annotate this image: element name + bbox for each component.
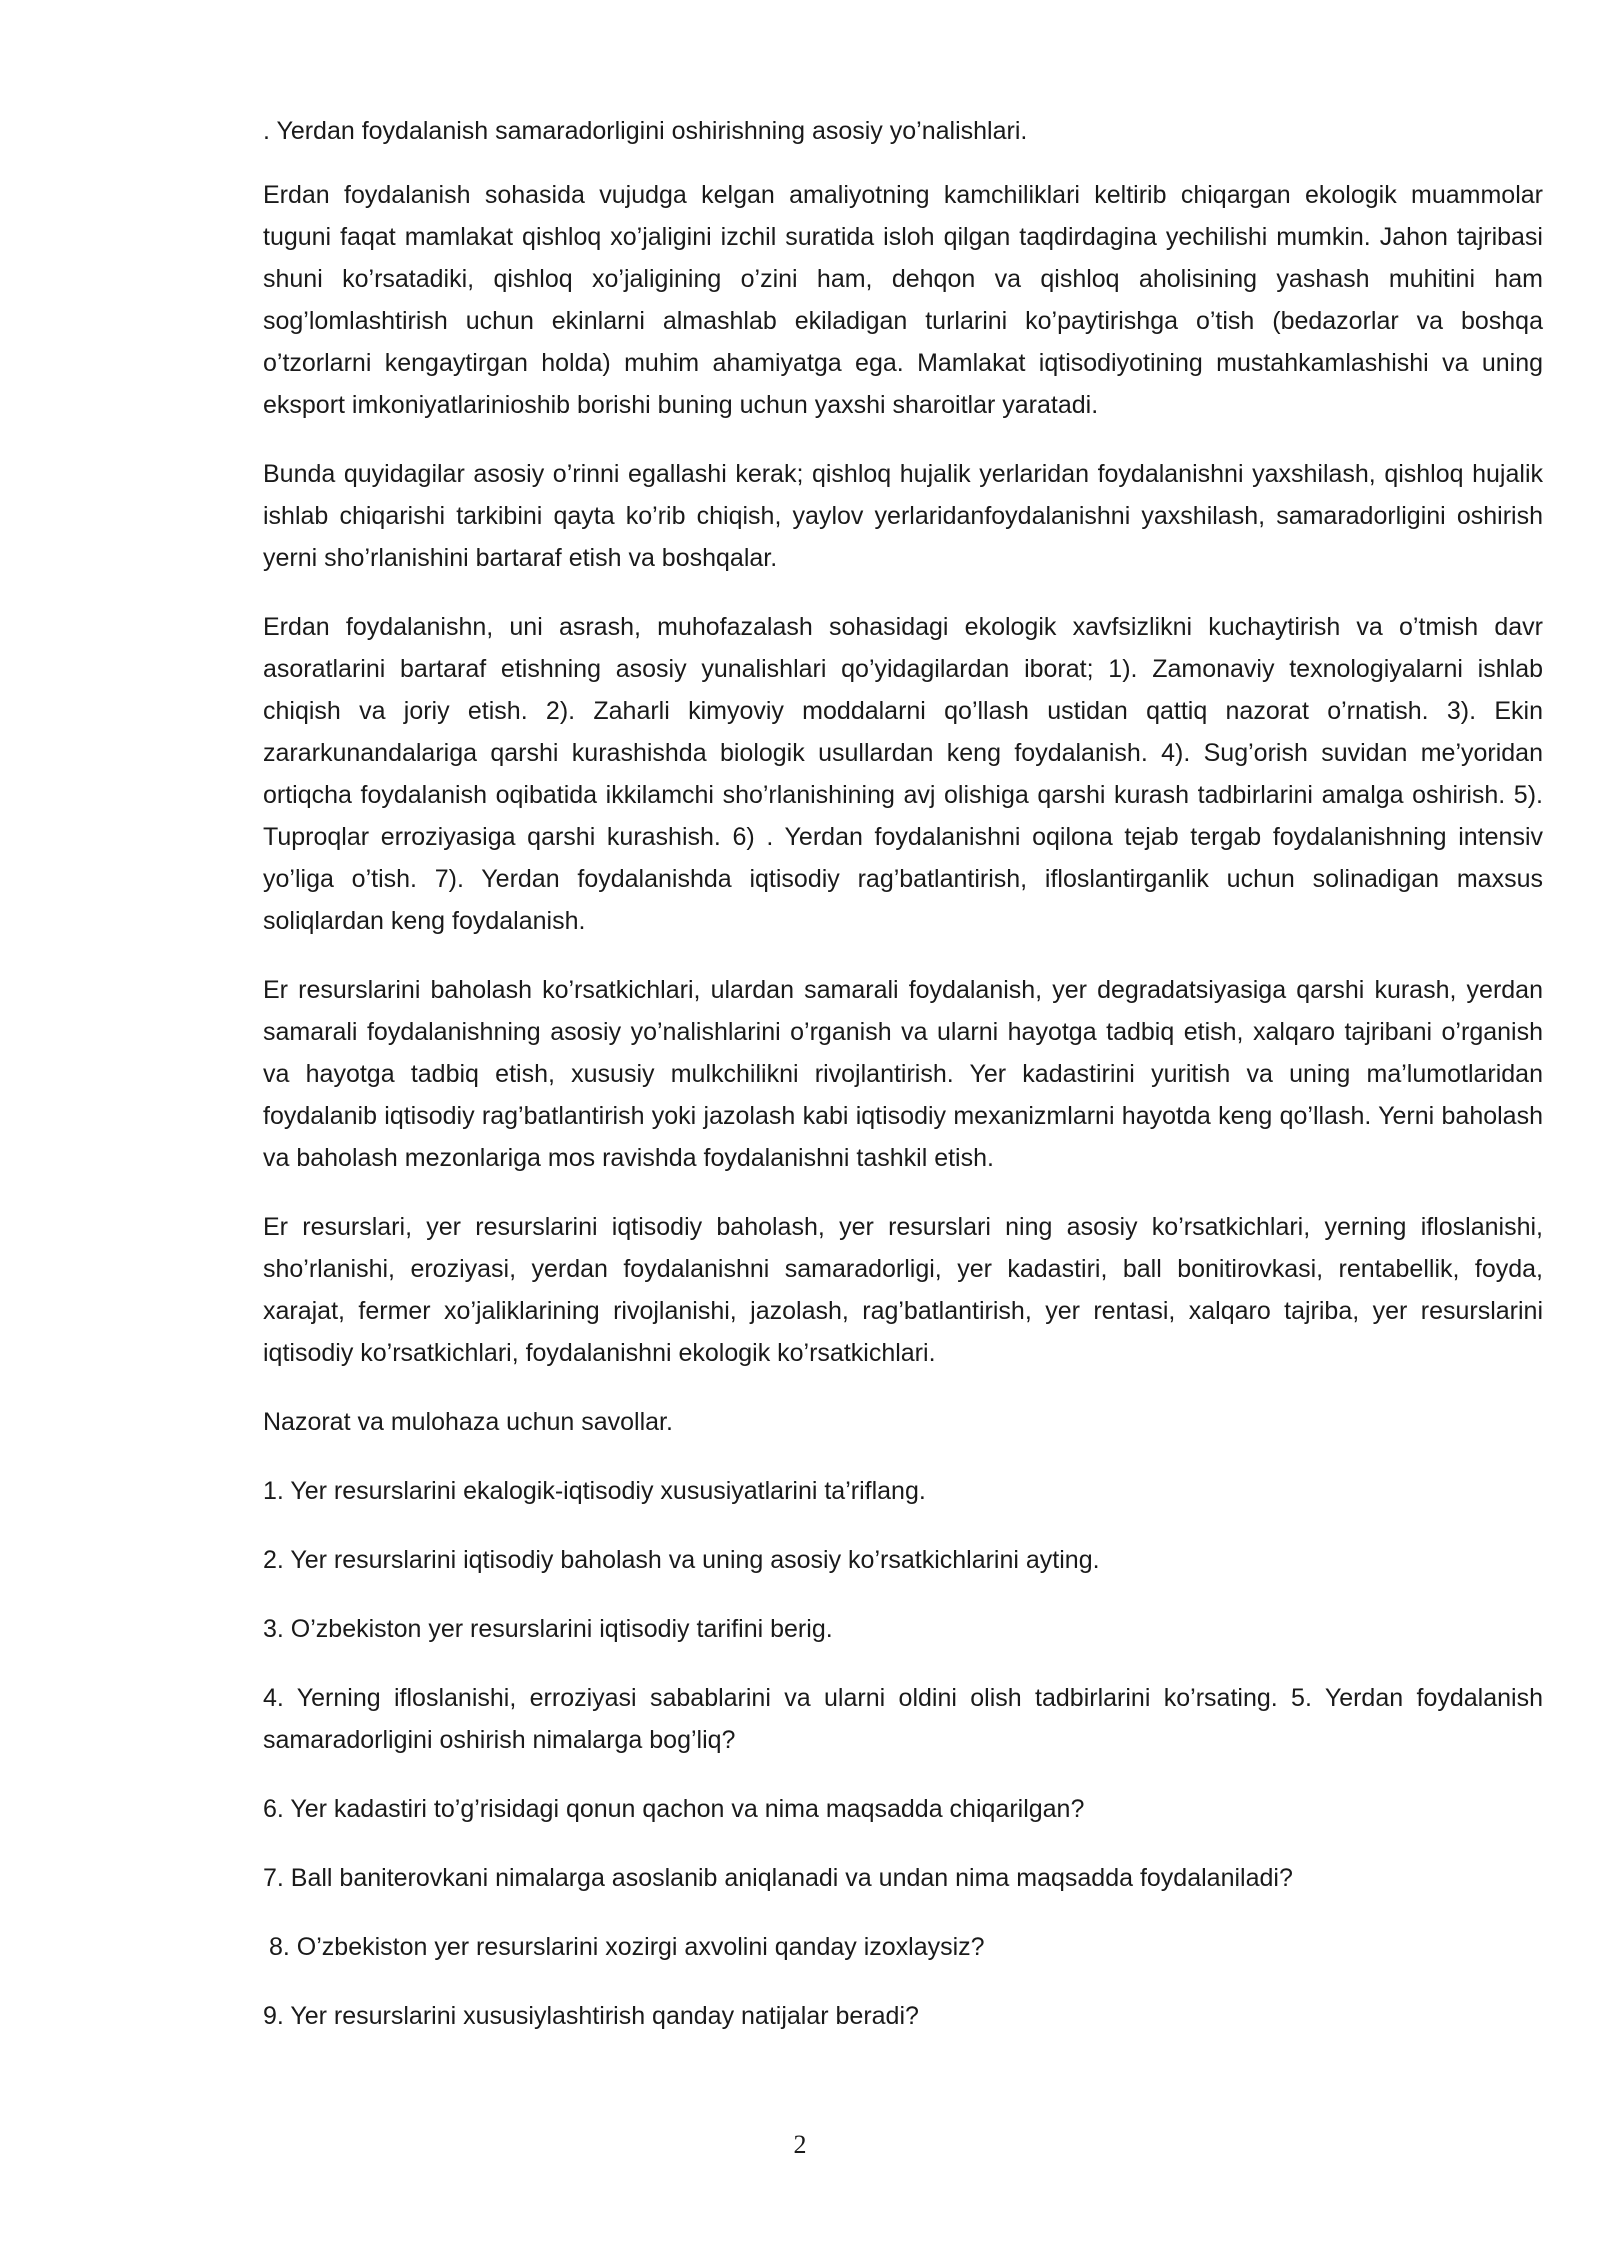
- questions-heading: Nazorat va mulohaza uchun savollar.: [263, 1408, 673, 1436]
- question-item: 4. Yerning ifloslanishi, erroziyasi sabablarini va ularni oldini olish tadbirlarini ko’rsating. 5. Yerdan foydalanish samaradorligini oshirish nimalarga bog’liq?: [263, 1684, 1543, 1754]
- document-page: [263, 110, 1543, 2064]
- paragraph-directions: Erdan foydalanishn, uni asrash, muhofazalash sohasidagi ekologik xavfsizlikni kuchaytirish va o’tmish davr asoratlarini bartaraf etishning asosiy yunalishlari qo’yidagilardan iborat; 1). Zamonaviy texnologiyalarni ishlab chiqish va joriy etish. 2). Zaharli kimyoviy moddalarni qo’llash ustidan qattiq nazorat o’rnatish. 3). Ekin zararkunandalariga qarshi kurashishda biologik usullardan keng foydalanish. 4). Sug’orish suvidan me’yoridan ortiqcha foydalanish oqibatida ikkilamchi sho’rlanishining avj olishiga qarshi kurash tadbirlarini amalga oshirish. 5). Tuproqlar erroziyasiga qarshi kurashish. 6) . Yerdan foydalanishni oqilona tejab tergab foydalanishning intensiv yo’liga o’tish. 7). Yerdan foydalanishda iqtisodiy rag’batlantirish, ifloslantirganlik uchun solinadigan maxsus soliqlardan keng foydalanish.: [263, 613, 1543, 935]
- paragraph-evaluation: Er resurslarini baholash ko’rsatkichlari, ulardan samarali foydalanish, yer degradatsiyasiga qarshi kurash, yerdan samarali foydalanishning asosiy yo’nalishlarini o’rganish va ularni hayotga tadbiq etish, xalqaro tajribani o’rganish va hayotga tadbiq etish, xususiy mulkchilikni rivojlantirish. Yer kadastirini yuritish va uning ma’lumotlaridan foydalanib iqtisodiy rag’batlantirish yoki jazolash kabi iqtisodiy mexanizmlarni hayotda keng qo’llash. Yerni baholash va baholash mezonlariga mos ravishda foydalanishni tashkil etish.: [263, 976, 1543, 1172]
- paragraph-keywords: Er resurslari, yer resurslarini iqtisodiy baholash, yer resurslari ning asosiy ko’rsatkichlari, yerning ifloslanishi, sho’rlanishi, eroziyasi, yerdan foydalanishni samaradorligi, yer kadastiri, ball bonitirovkasi, rentabellik, foyda, xarajat, fermer xo’jaliklarining rivojlanishi, jazolash, rag’batlantirish, yer rentasi, xalqaro tajriba, yer resurslarini iqtisodiy ko’rsatkichlari, foydalanishni ekologik ko’rsatkichlari.: [263, 1213, 1543, 1367]
- question-item: 6. Yer kadastiri to’g’risidagi qonun qachon va nima maqsadda chiqarilgan?: [263, 1795, 1085, 1823]
- page-number: 2: [793, 2130, 807, 2159]
- question-item: 8. O’zbekiston yer resurslarini xozirgi axvolini qanday izoxlaysiz?: [269, 1933, 985, 1961]
- paragraph-priorities: Bunda quyidagilar asosiy o’rinni egallashi kerak; qishloq hujalik yerlaridan foydalanishni yaxshilash, qishloq hujalik ishlab chiqarishi tarkibini qayta ko’rib chiqish, yaylov yerlaridanfoydalanishni yaxshilash, samaradorligini oshirish yerni sho’rlanishini bartaraf etish va boshqalar.: [263, 460, 1543, 572]
- section-heading: . Yerdan foydalanish samaradorligini oshirishning asosiy yo’nalishlari.: [263, 117, 1028, 145]
- question-item: 2. Yer resurslarini iqtisodiy baholash va uning asosiy ko’rsatkichlarini ayting.: [263, 1546, 1100, 1574]
- question-item: 3. O’zbekiston yer resurslarini iqtisodiy tarifini berig.: [263, 1615, 833, 1643]
- question-item: 1. Yer resurslarini ekalogik-iqtisodiy xususiyatlarini ta’riflang.: [263, 1477, 926, 1505]
- question-item: 9. Yer resurslarini xususiylashtirish qanday natijalar beradi?: [263, 2002, 919, 2030]
- paragraph-intro: Erdan foydalanish sohasida vujudga kelgan amaliyotning kamchiliklari keltirib chiqargan ekologik muammolar tuguni faqat mamlakat qishloq xo’jaligini izchil suratida isloh qilgan taqdirdagina yechilishi mumkin. Jahon tajribasi shuni ko’rsatadiki, qishloq xo’jaligining o’zini ham, dehqon va qishloq aholisining yashash muhitini ham sog’lomlashtirish uchun ekinlarni almashlab ekiladigan turlarini ko’paytirishga o’tish (bedazorlar va boshqa o’tzorlarni kengaytirgan holda) muhim ahamiyatga ega. Mamlakat iqtisodiyotining mustahkamlashishi va uning eksport imkoniyatlarinioshib borishi buning uchun yaxshi sharoitlar yaratadi.: [263, 181, 1543, 419]
- question-item: 7. Ball baniterovkani nimalarga asoslanib aniqlanadi va undan nima maqsadda foydalaniladi?: [263, 1864, 1293, 1892]
